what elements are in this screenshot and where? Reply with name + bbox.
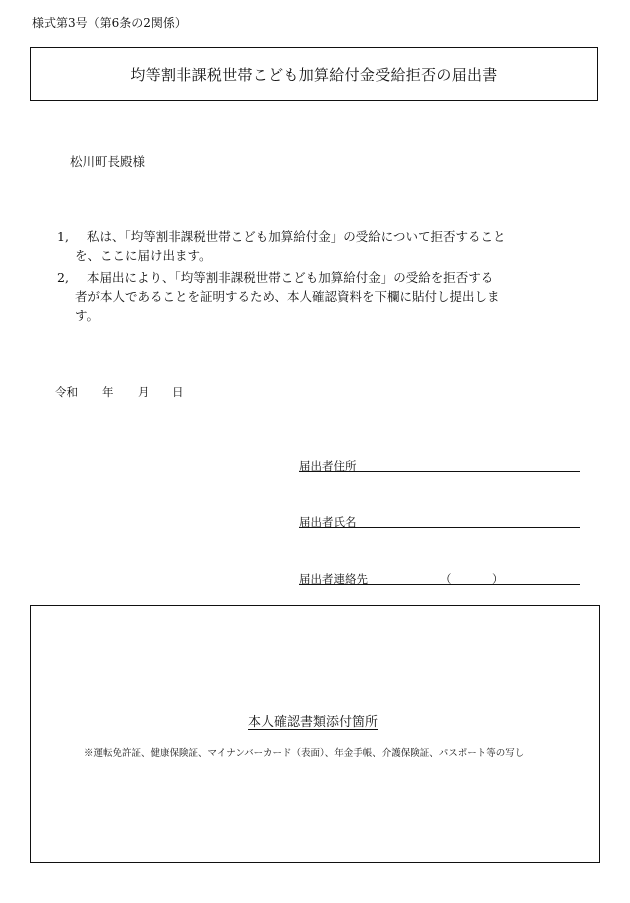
clause-1-number: 1,	[57, 229, 69, 244]
attachment-title: 本人確認書類添付箇所	[248, 715, 379, 730]
clause-1	[57, 227, 506, 265]
date-day: 日	[172, 385, 184, 399]
title-box	[30, 47, 598, 101]
name-field-line[interactable]	[299, 527, 580, 528]
contact-label: 届出者連絡先	[299, 572, 368, 586]
date-year: 年	[102, 385, 114, 399]
clause-2-number: 2,	[57, 270, 69, 285]
contact-field-line[interactable]	[299, 584, 580, 585]
addressee: 松川町長殿様	[70, 154, 146, 169]
clause-1-line-2: を、ここに届け出ます。	[75, 248, 212, 263]
name-label: 届出者氏名	[299, 515, 357, 529]
attachment-box	[30, 605, 600, 863]
address-field-line[interactable]	[299, 471, 580, 472]
date-month: 月	[138, 385, 150, 399]
clause-2-line-1: 本届出により、「均等割非課税世帯こども加算給付金」の受給を拒否する	[87, 270, 494, 285]
form-number: 様式第3号（第6条の2関係）	[32, 16, 187, 30]
clause-2-line-2: 者が本人であることを証明するため、本人確認資料を下欄に貼付し提出しま	[75, 289, 500, 304]
document-title: 均等割非課税世帯こども加算給付金受給拒否の届出書	[130, 65, 498, 84]
clause-1-line-1: 私は、「均等割非課税世帯こども加算給付金」の受給について拒否すること	[87, 229, 506, 244]
attachment-note: ※運転免許証、健康保険証、マイナンバーカード（表面）、年金手帳、介護保険証、パスポート等の写し	[84, 748, 525, 759]
clause-2	[57, 268, 500, 325]
contact-paren-open: （	[440, 572, 452, 586]
contact-paren-close: ）	[492, 572, 504, 586]
address-label: 届出者住所	[299, 459, 357, 473]
date-era: 令和	[55, 385, 78, 399]
clause-2-line-3: す。	[75, 308, 100, 323]
